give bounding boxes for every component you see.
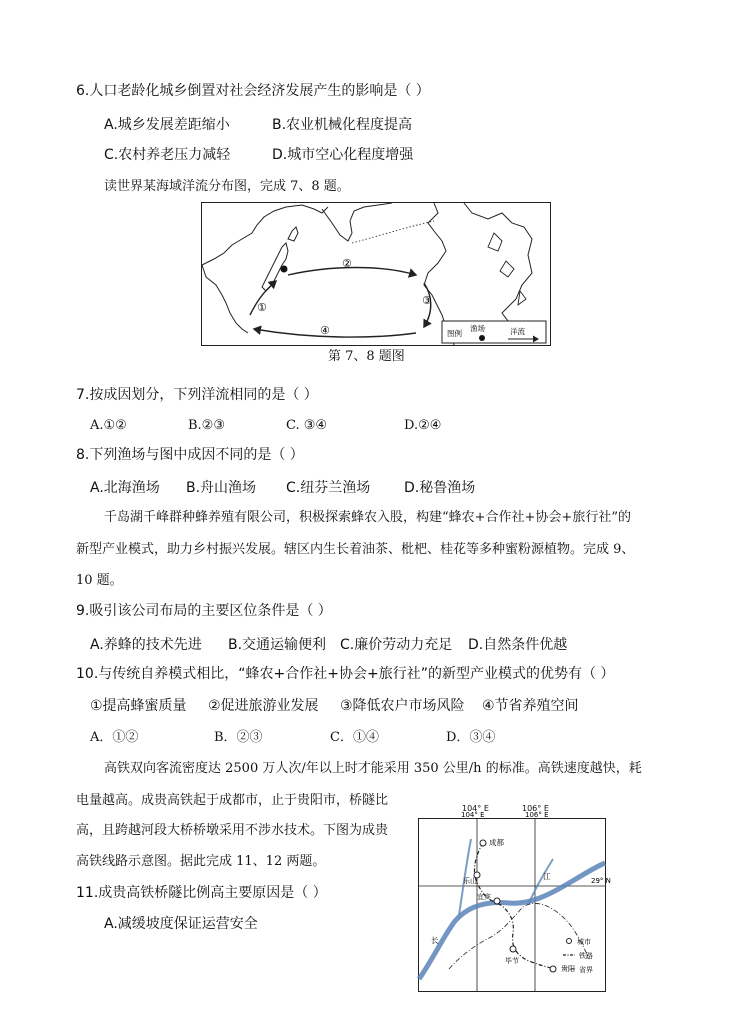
q10-statement-3: ③降低农户市场风险 xyxy=(340,698,465,714)
label-yibin: 宜宾 xyxy=(477,893,491,901)
q10-stem: 10.与传统自养模式相比，“蜂农+合作社+协会+旅行社”的新型产业模式的优势有（ ） xyxy=(76,666,615,682)
legend-rail: 铁路 xyxy=(579,952,593,960)
q6-option-d[interactable]: D.城市空心化程度增强 xyxy=(272,147,414,163)
label-lat-29: 29° N xyxy=(591,877,611,885)
label-river-chang: 长 xyxy=(431,936,439,945)
map1-legend-fishery-dot xyxy=(479,335,485,341)
q7-option-c[interactable]: C. ③④ xyxy=(286,418,328,433)
railway-map xyxy=(418,811,611,992)
fishery-marker xyxy=(281,266,288,273)
current-4-arrow xyxy=(254,329,416,337)
current-2-arrow xyxy=(288,268,416,276)
q8-option-a[interactable]: A.北海渔场 xyxy=(90,480,160,496)
q8-option-b[interactable]: B.舟山渔场 xyxy=(186,480,257,496)
q7-stem: 7.按成因划分，下列洋流相同的是（ ） xyxy=(76,387,318,403)
intro-11-12-line3: 高，且跨越河段大桥桥墩采用不涉水技术。下图为成贵 xyxy=(76,823,389,838)
map1-legend-title: 图例 xyxy=(447,329,462,338)
q9-option-a[interactable]: A.养蜂的技术先进 xyxy=(90,637,202,653)
label-leshan: 乐山 xyxy=(463,877,477,885)
q6-stem: 6.人口老龄化城乡倒置对社会经济发展产生的影响是（ ） xyxy=(76,83,430,99)
q8-stem: 8.下列渔场与图中成因不同的是（ ） xyxy=(76,447,304,463)
label-guiyang: 贵阳 xyxy=(561,965,575,973)
intro-9-10-line2: 新型产业模式，助力乡村振兴发展。辖区内生长着油茶、枇杷、桂花等多种蜜粉源植物。完成 9、 xyxy=(76,542,635,557)
q10-option-a[interactable]: A．①② xyxy=(90,730,139,745)
q10-option-c[interactable]: C．①④ xyxy=(330,730,379,745)
legend-city-symbol xyxy=(567,939,572,944)
label-bijie: 毕节 xyxy=(505,957,519,965)
city-chengdu xyxy=(480,840,486,846)
marker-4: ④ xyxy=(320,324,330,337)
q9-stem: 9.吸引该公司布局的主要区位条件是（ ） xyxy=(76,603,332,619)
aleutian-islands xyxy=(352,221,434,243)
label-lon-104: 104° E xyxy=(461,811,485,819)
q8-option-d[interactable]: D.秘鲁渔场 xyxy=(404,480,476,496)
marker-2: ② xyxy=(342,257,352,270)
label-lon-106: 106° E xyxy=(525,811,549,819)
marker-1: ① xyxy=(257,301,267,314)
q6-option-c[interactable]: C.农村养老压力减轻 xyxy=(104,147,231,163)
q10-statement-1: ①提高蜂蜜质量 xyxy=(90,698,187,714)
marker-3: ③ xyxy=(422,294,432,307)
q10-option-b[interactable]: B．②③ xyxy=(214,730,263,745)
q6-option-a[interactable]: A.城乡发展差距缩小 xyxy=(104,117,230,133)
q10-option-d[interactable]: D．③④ xyxy=(446,730,496,745)
q10-statement-4: ④节省养殖空间 xyxy=(482,698,579,714)
label-river-jiang: 江 xyxy=(543,872,551,881)
intro-9-10-line3: 10 题。 xyxy=(76,573,123,588)
intro-9-10-line1: 千岛湖千峰群种蜂养殖有限公司，积极探索蜂农入股，构建“蜂农+合作社+协会+旅行社”的 xyxy=(104,510,631,525)
q11-option-a[interactable]: A.减缓坡度保证运营安全 xyxy=(104,916,258,932)
intro-11-12-line1: 高铁双向客流密度达 2500 万人次/年以上时才能采用 350 公里/h 的标准。高铁速度越快，耗 xyxy=(104,761,642,776)
q9-option-d[interactable]: D.自然条件优越 xyxy=(468,637,568,653)
q10-statement-2: ②促进旅游业发展 xyxy=(208,698,319,714)
ocean-current-map-svg xyxy=(202,203,550,345)
q8-option-c[interactable]: C.纽芬兰渔场 xyxy=(286,480,371,496)
intro-11-12-line2: 电量越高。成贵高铁起于成都市，止于贵阳市，桥隧比 xyxy=(76,793,389,808)
legend-boundary: 省界 xyxy=(579,966,593,974)
legend-city: 城市 xyxy=(577,938,591,946)
map2-lon-104-outer: 104° E xyxy=(462,804,489,813)
intro-11-12-line4: 高铁线路示意图。据此完成 11、12 两题。 xyxy=(76,854,326,869)
city-guiyang xyxy=(550,966,556,972)
map1-legend-fishery: 渔场 xyxy=(470,324,485,333)
province-boundary xyxy=(449,903,589,969)
q7-option-d[interactable]: D.②④ xyxy=(404,418,442,433)
map2-lon-106-outer: 106° E xyxy=(522,804,549,813)
railway-map-svg xyxy=(419,811,611,991)
intro-7-8: 读世界某海域洋流分布图，完成 7、8 题。 xyxy=(104,179,350,194)
kamchatka-coastline xyxy=(322,203,392,241)
city-yibin xyxy=(494,898,500,904)
q9-option-b[interactable]: B.交通运输便利 xyxy=(228,637,327,653)
city-bijie xyxy=(510,946,516,952)
q6-option-b[interactable]: B.农业机械化程度提高 xyxy=(272,117,413,133)
ocean-current-map xyxy=(201,202,551,346)
map1-legend-current: 洋流 xyxy=(510,327,525,336)
map1-caption: 第 7、8 题图 xyxy=(328,349,405,364)
q11-stem: 11.成贵高铁桥隧比例高主要原因是（ ） xyxy=(76,885,327,901)
q7-option-a[interactable]: A.①② xyxy=(90,418,127,433)
q7-option-b[interactable]: B.②③ xyxy=(188,418,225,433)
label-chengdu: 成都 xyxy=(489,838,504,847)
q9-option-c[interactable]: C.廉价劳动力充足 xyxy=(340,637,453,653)
